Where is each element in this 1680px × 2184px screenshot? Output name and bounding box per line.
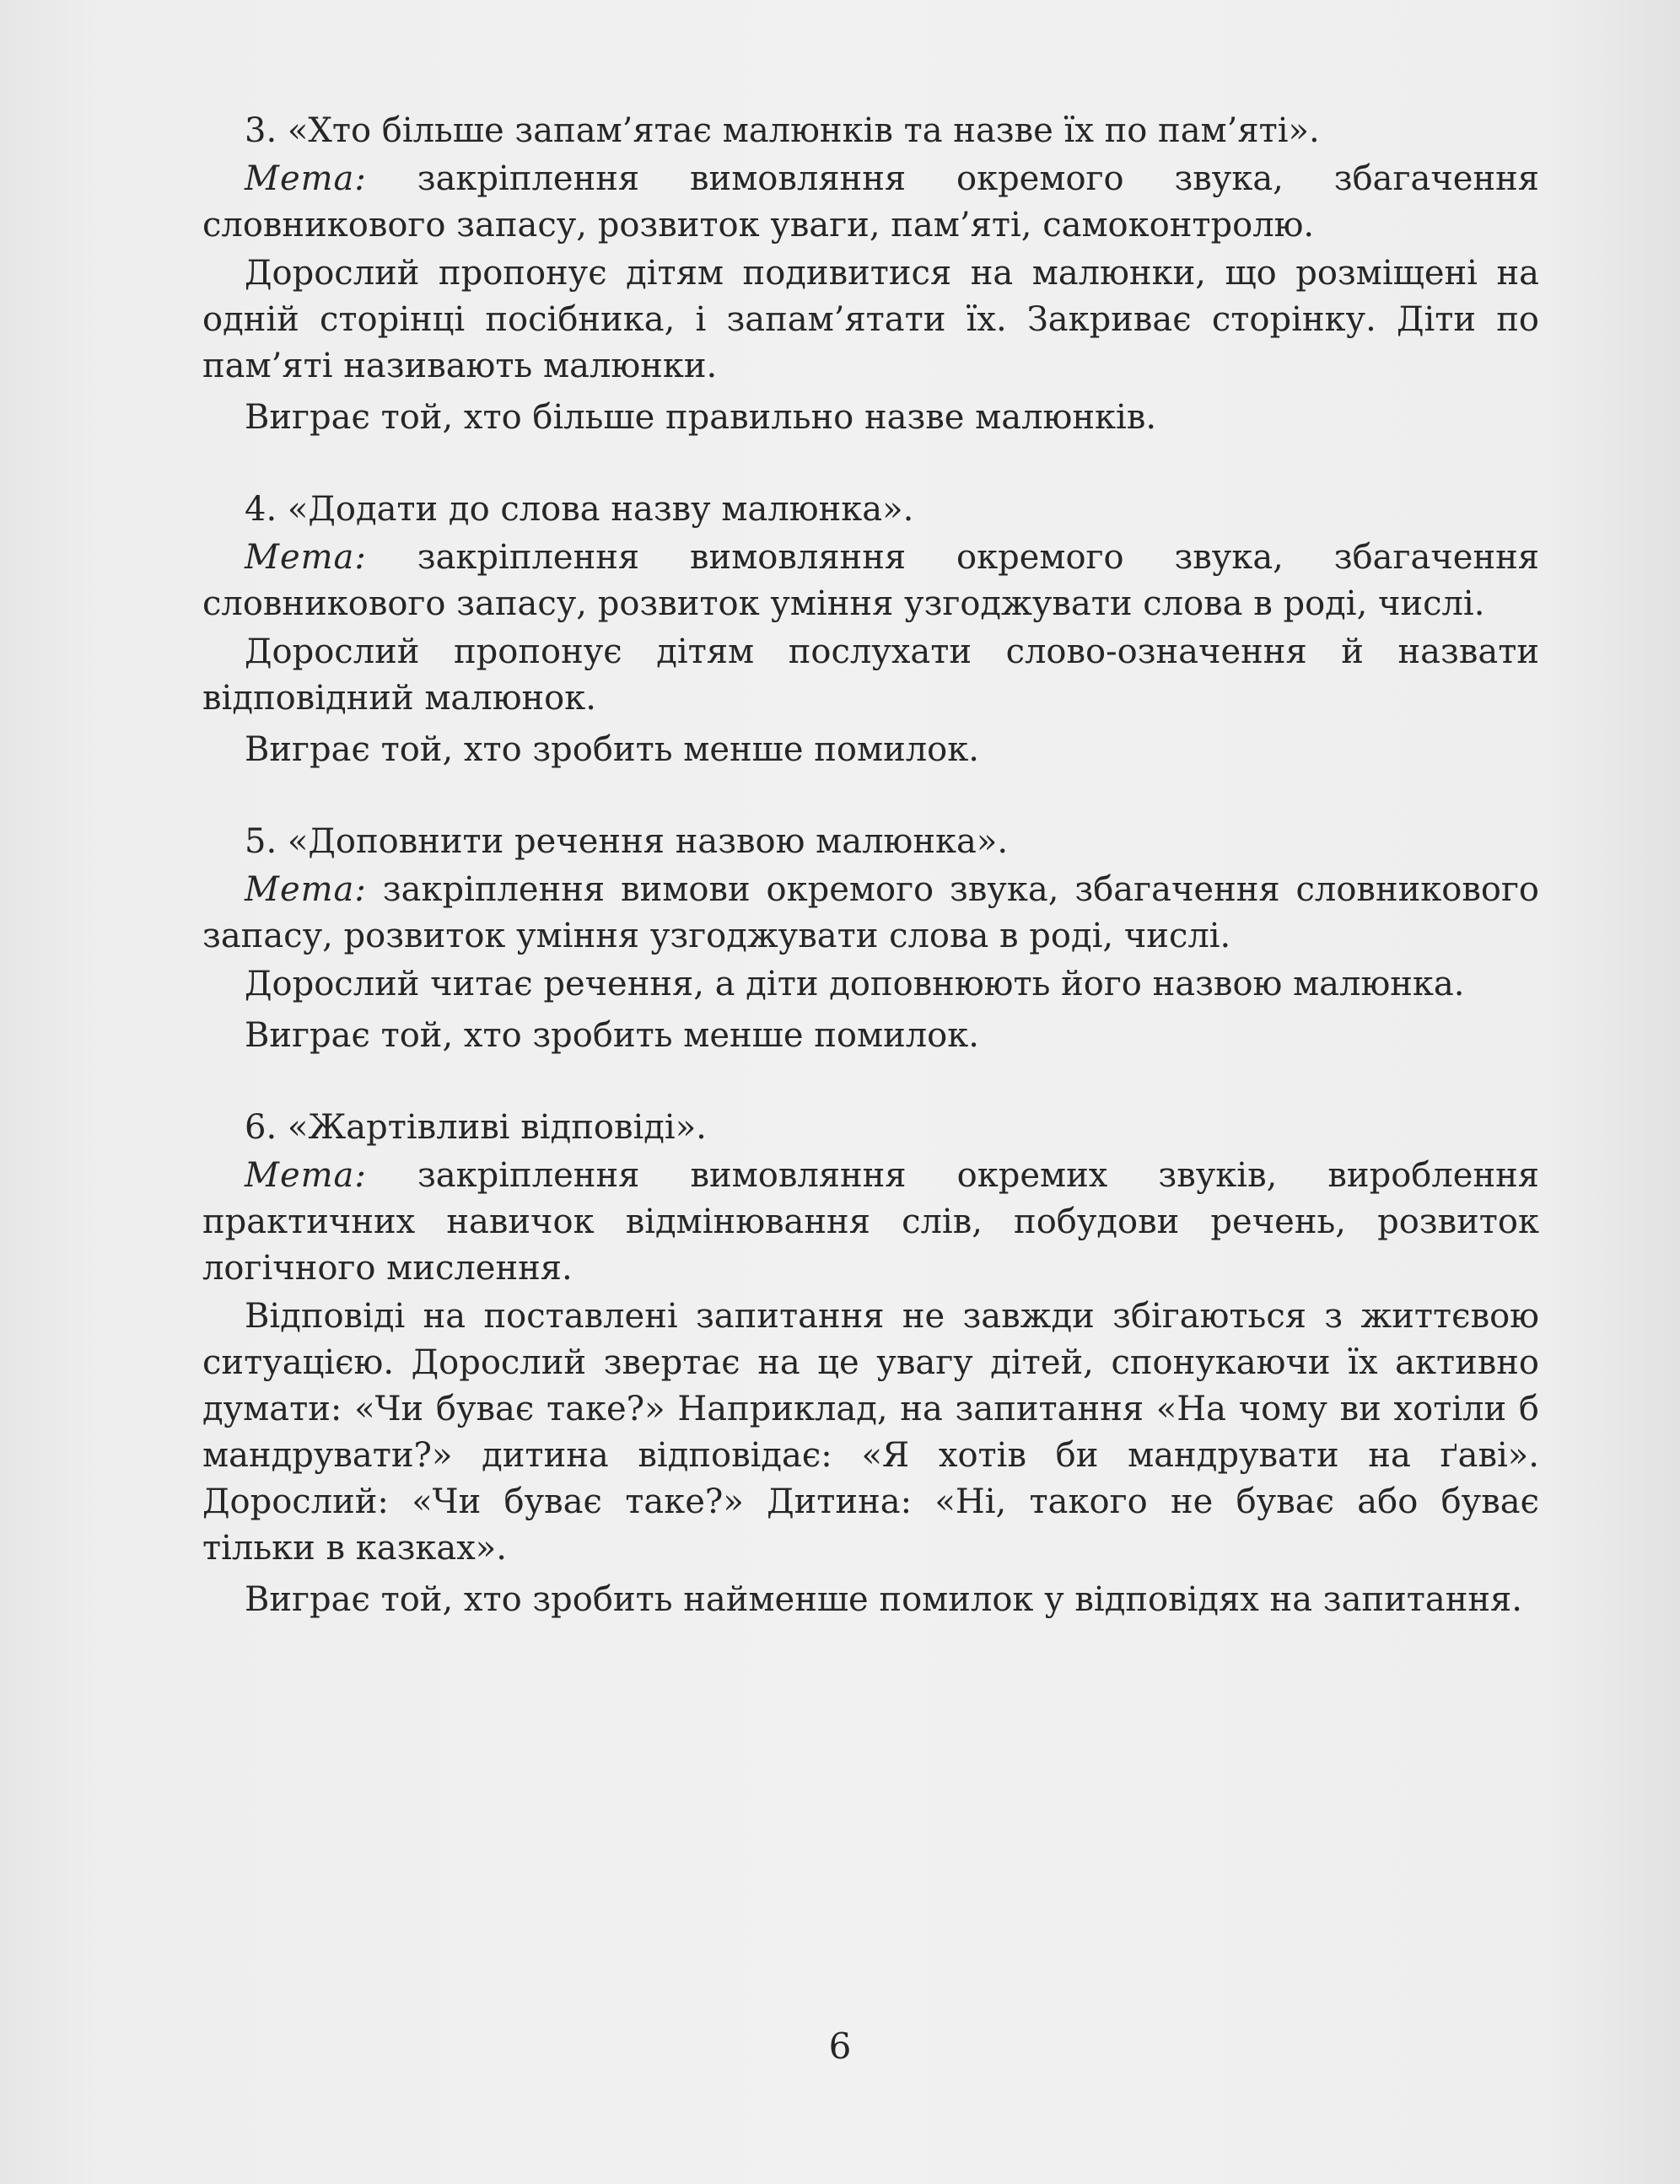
section-paragraph: Виграє той, хто більше правильно назве малюнків. xyxy=(245,398,1157,437)
page-text xyxy=(202,108,1539,1669)
section-paragraph: Дорослий пропонує дітям подивитися на малюнки, що розміщені на одній сторінці посібника, і запам’ятати їх. Закриває сторінку. Діти по пам’яті називають малюнки. xyxy=(202,254,1539,385)
game-section-4 xyxy=(202,487,1539,773)
section-paragraph: Відповіді на поставлені запитання не завжди збігаються з життєвою ситуацією. Дорослий звертає на це увагу дітей, спонукаючи їх активно думати: «Чи буває таке?» Наприклад, на запитання «На чому ви хотіли б мандрувати?» дитина відповідає: «Я хотів би мандрувати на ґаві». Дорослий: «Чи буває таке?» Дитина: «Ні, такого не буває або буває тільки в казках». xyxy=(202,1297,1539,1568)
game-section-5 xyxy=(202,819,1539,1059)
goal-text: закріплення вимовляння окремих звуків, вироблення практичних навичок відмінювання слів, побудови речень, розвиток логічного мислення. xyxy=(202,1156,1539,1288)
game-section-3 xyxy=(202,108,1539,441)
section-goal xyxy=(202,535,1539,627)
goal-label: Мета: xyxy=(245,538,367,577)
section-paragraph: Виграє той, хто зробить менше помилок. xyxy=(245,1016,979,1055)
goal-label: Мета: xyxy=(245,870,367,909)
section-paragraph: Дорослий пропонує дітям послухати слово-означення й назвати відповідний малюнок. xyxy=(202,632,1539,718)
section-title: 6. «Жартівливі відповіді». xyxy=(245,1108,707,1147)
section-title: 5. «Доповнити речення назвою малюнка». xyxy=(245,822,1009,861)
section-paragraph: Виграє той, хто зробить менше помилок. xyxy=(245,730,979,769)
goal-label: Мета: xyxy=(245,1156,367,1195)
goal-text: закріплення вимови окремого звука, збагачення словникового запасу, розвиток уміння узгоджувати слова в роді, числі. xyxy=(202,870,1539,955)
section-paragraph: Дорослий читає речення, а діти доповнюють його назвою малюнка. xyxy=(245,965,1465,1003)
goal-text: закріплення вимовляння окремого звука, збагачення словникового запасу, розвиток уваги, пам’яті, самоконтролю. xyxy=(202,159,1539,245)
page-number: 6 xyxy=(828,2025,852,2067)
section-goal xyxy=(202,1153,1539,1292)
section-paragraph: Виграє той, хто зробить найменше помилок у відповідях на запитання. xyxy=(245,1580,1522,1619)
section-title: 3. «Хто більше запам’ятає малюнків та назве їх по пам’яті». xyxy=(245,111,1320,150)
section-title: 4. «Додати до слова назву малюнка». xyxy=(245,490,914,529)
section-goal xyxy=(202,867,1539,960)
goal-label: Мета: xyxy=(245,159,367,198)
game-section-6 xyxy=(202,1105,1539,1623)
goal-text: закріплення вимовляння окремого звука, збагачення словникового запасу, розвиток уміння узгоджувати слова в роді, числі. xyxy=(202,538,1539,623)
section-goal xyxy=(202,156,1539,249)
